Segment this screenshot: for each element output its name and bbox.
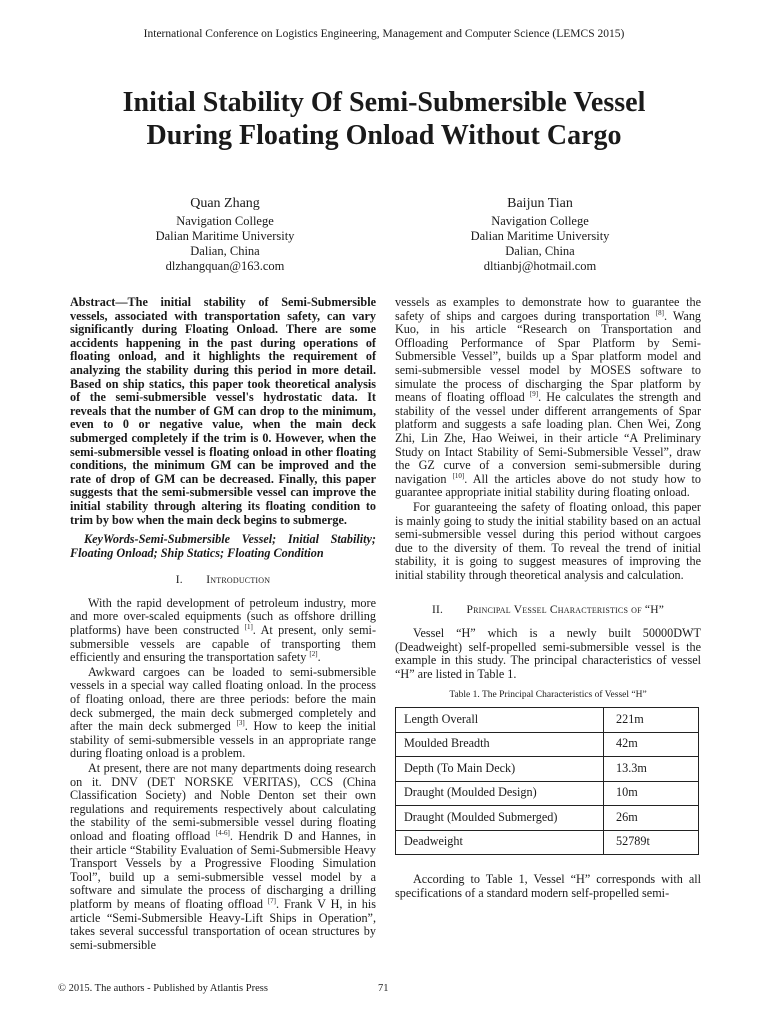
table-cell-label: Depth (To Main Deck) <box>396 757 604 782</box>
section-heading-introduction: I. Introduction <box>175 574 271 587</box>
table-row <box>396 757 699 782</box>
keywords: KeyWords-Semi-Submersible Vessel; Initial Stability; Floating Onload; Ship Statics; Floating Condition <box>70 532 376 560</box>
author-city: Dalian, China <box>505 244 575 258</box>
table-cell-label: Deadweight <box>396 830 604 855</box>
table-row <box>396 781 699 806</box>
table-cell-label: Draught (Moulded Submerged) <box>396 806 604 831</box>
section-heading-principal-characteristics: II. Principal Vessel Characteristics of “H” <box>431 604 664 617</box>
paragraph: At present, there are not many departments doing research on it. DNV (DET NORSKE VERITAS), CCS (China Classification Society) and Noble Denton set their own regulations and requirements respectively about calculating the stability of the semi-submersible vessel during floating onload and floating offload [4-6]. Hendrik D and Hannes, in their article “Stability Evaluation of Semi-Submersible Heavy Transport Vessels by a Progressive Flooding Simulation Tool”, build up a semi-submersible vessel model by a software and simulate the process of discharging a drilling platform by means of floating offload [7]. Frank V H, in his article “Semi-Submersible Heavy-Lift Ships in Operation”, takes several successful transportation of ocean structures by semi-submersible <box>70 761 376 952</box>
table-cell-value: 26m <box>604 806 699 831</box>
copyright-footer: © 2015. The authors - Published by Atlantis Press <box>58 983 268 994</box>
author-block-2 <box>415 196 665 274</box>
table-cell-value: 13.3m <box>604 757 699 782</box>
table-cell-value: 42m <box>604 732 699 757</box>
left-column <box>70 296 376 953</box>
author-dept: Navigation College <box>176 214 274 228</box>
citation: [3] <box>236 719 245 728</box>
author-block-1 <box>100 196 350 274</box>
table-row <box>396 806 699 831</box>
author-university: Dalian Maritime University <box>155 229 295 243</box>
author-email: dltianbj@hotmail.com <box>483 259 597 273</box>
citation: [10] <box>452 471 465 480</box>
table-row <box>396 732 699 757</box>
principal-characteristics-table <box>395 707 699 855</box>
paragraph: Vessel “H” which is a newly built 50000DWT (Deadweight) self-propelled semi-submersible vessel is the example in this study. The principal characteristics of vessel “H” are listed in Table 1. <box>395 626 701 681</box>
right-column <box>395 296 701 901</box>
paragraph: For guaranteeing the safety of floating onload, this paper is mainly going to study the initial stability based on an actual semi-submersible vessel during this period without cargoes due to the diversity of them. To reveal the trend of initial stability, it is going to suggest measures of improving the initial stability through theoretical analysis and calculation. <box>395 499 701 582</box>
paragraph: vessels as examples to demonstrate how to guarantee the safety of ships and cargoes during transportation [8]. Wang Kuo, in his article “Research on Transportation and Offloading Performance of Spar Platform by Semi-Submersible Vessel”, builds up a Spar platform model and semi-submersible vessel model by MOSES software to simulate the process of discharging the Spar platform by means of floating offload [9]. He calculates the strength and stability of the vessel under different arrangements of Spar platform and suggests a safe loading plan. Chen Wei, Zong Zhi, Lin Zhe, Hao Weiwei, in their article “A Preliminary Study on Intact Stability of Semi-Submersible Vessel”, draw the GZ curve of a conversion semi-submersible during navigation [10]. All the articles above do not study how to guarantee appropriate initial stability during floating onload. <box>395 295 702 500</box>
citation: [1] <box>244 623 253 631</box>
author-city: Dalian, China <box>190 244 260 258</box>
conference-header: International Conference on Logistics Engineering, Management and Computer Science (LEMCS 2015) <box>143 28 625 40</box>
citation: [9] <box>529 390 539 399</box>
citation: [2] <box>309 650 318 659</box>
table-cell-value: 52789t <box>604 830 699 855</box>
citation: [8] <box>655 308 664 317</box>
page-number: 71 <box>378 983 389 994</box>
citation: [4-6] <box>215 828 230 837</box>
title-line-1: Initial Stability Of Semi-Submersible Vessel <box>122 87 646 118</box>
table-row <box>396 708 699 733</box>
title-line-2: During Floating Onload Without Cargo <box>146 120 622 151</box>
table-cell-label: Moulded Breadth <box>396 732 604 757</box>
table-cell-label: Length Overall <box>396 708 604 733</box>
paragraph: With the rapid development of petroleum industry, more and more over-scaled equipments (such as offshore drilling platforms) have been constructed [1]. At present, only semi-submersible vessels are capable of transporting them efficiently and ensuring the transportation safety [2]. <box>70 595 376 665</box>
author-email: dlzhangquan@163.com <box>165 259 285 273</box>
paragraph: Awkward cargoes can be loaded to semi-submersible vessels in a special way called floating onload. In the process of floating onload, there are three periods: before the main deck submerged, the main deck submerged completely and after the main deck submerged [3]. How to keep the initial stability of semi-submersible vessels in an appropriate range during floating onload is a problem. <box>70 664 376 761</box>
table-caption: Table 1. The Principal Characteristics of Vessel “H” <box>449 690 647 701</box>
table-cell-value: 10m <box>604 781 699 806</box>
table-cell-label: Draught (Moulded Design) <box>396 781 604 806</box>
author-university: Dalian Maritime University <box>470 229 610 243</box>
author-dept: Navigation College <box>491 214 589 228</box>
table-cell-value: 221m <box>604 708 699 733</box>
paragraph: According to Table 1, Vessel “H” corresponds with all specifications of a standard modern self-propelled semi- <box>395 872 701 900</box>
citation: [7] <box>267 896 276 905</box>
abstract: Abstract—The initial stability of Semi-Submersible vessels, associated with transportation safety, can vary significantly during Floating Onload. There are some accidents happening in the past during operations of floating onload, and it highlights the requirement of analyzing the stability during this period in more detail. Based on ship statics, this paper took theoretical analysis of the semi-submersible vessel's hydrostatic data. It reveals that the number of GM can drop to the minimum, even to 0 or negative value, when the main deck submerged completely if the trim is 0. However, when the semi-submersible vessel is floating onload in other floating conditions, the minimum GM can be improved and the rate of drop of GM can be decreased. Finally, this paper suggests that the semi-submersible vessel can improve the initial stability through altering its floating condition to trim by bow when the main deck begins to submerge. <box>70 295 376 527</box>
paper-title <box>40 86 728 152</box>
author-name: Quan Zhang <box>190 196 260 211</box>
table-row <box>396 830 699 855</box>
author-name: Baijun Tian <box>507 196 573 211</box>
